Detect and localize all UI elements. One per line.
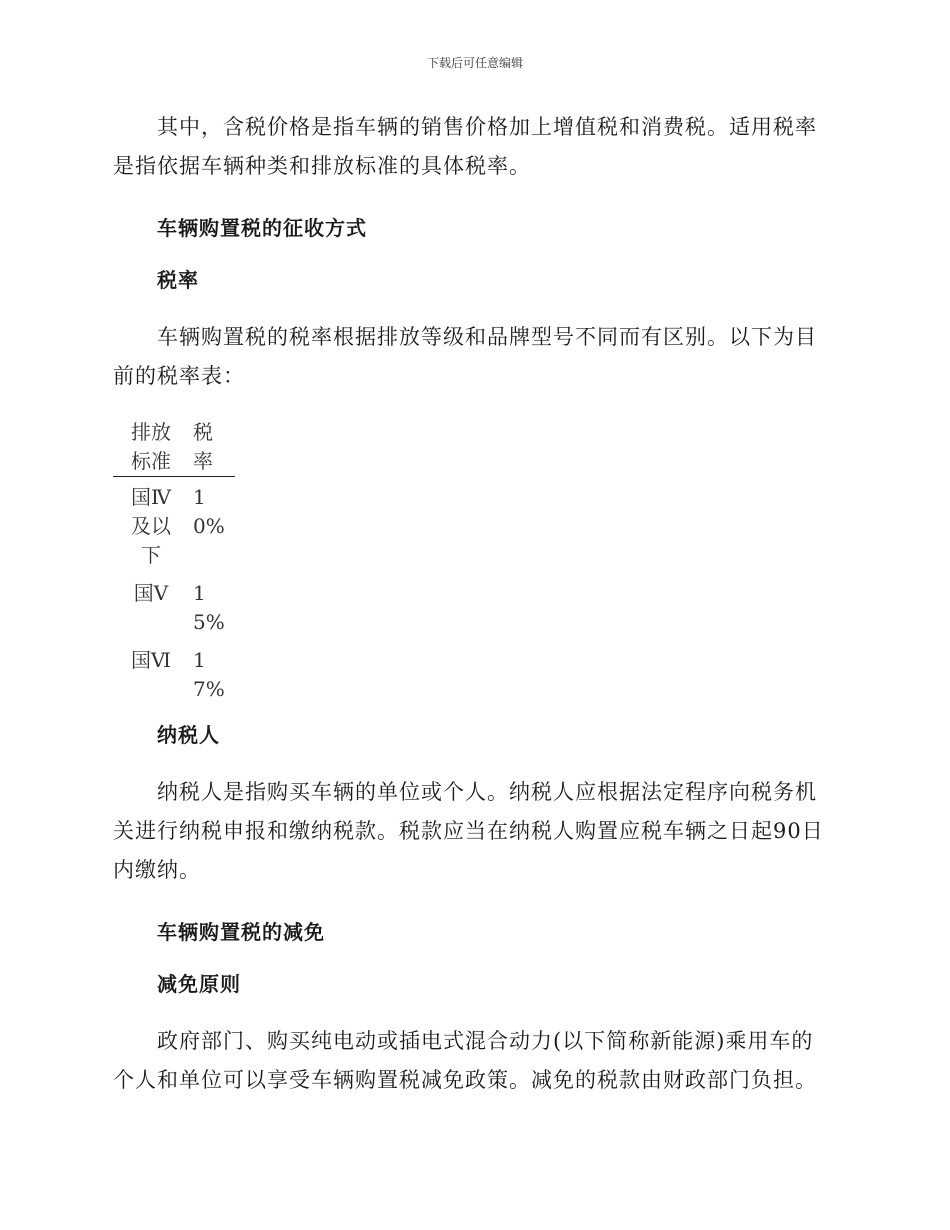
paragraph-reduction-principle: 政府部门、购买纯电动或插电式混合动力(以下简称新能源)乘用车的个人和单位可以享受车辆购置税减免政策。减免的税款由财政部门负担。 <box>113 1029 817 1092</box>
document-body <box>113 108 835 1128</box>
heading-taxpayer: 纳税人 <box>157 723 220 747</box>
table-cell-rate: 15% <box>193 581 225 634</box>
table-row <box>113 573 235 640</box>
paragraph-taxpayer: 纳税人是指购买车辆的单位或个人。纳税人应根据法定程序向税务机关进行纳税申报和缴纳税款。税款应当在纳税人购置应税车辆之日起90日内缴纳。 <box>113 780 824 882</box>
table-cell-standard: 国Ⅴ <box>133 581 169 605</box>
table-cell-standard: 国Ⅳ及以下 <box>131 485 171 567</box>
column-header-emission-standard: 排放标准 <box>113 418 185 477</box>
table-cell-rate: 17% <box>193 648 225 701</box>
paragraph-tax-price: 其中，含税价格是指车辆的销售价格加上增值税和消费税。适用税率是指依据车辆种类和排放标准的具体税率。 <box>113 115 817 178</box>
table-cell-standard: 国Ⅵ <box>130 648 172 672</box>
table-row <box>113 640 235 707</box>
table-row <box>113 477 235 574</box>
table-header-row <box>113 418 235 477</box>
heading-collection-method: 车辆购置税的征收方式 <box>157 216 367 240</box>
heading-reduction-principle: 减免原则 <box>157 972 241 996</box>
heading-tax-rate: 税率 <box>157 268 199 292</box>
heading-tax-reduction: 车辆购置税的减免 <box>157 920 325 944</box>
page-header: 下载后可任意编辑 <box>426 56 523 70</box>
table-cell-rate: 10% <box>193 485 225 538</box>
tax-rate-table <box>113 418 235 707</box>
paragraph-tax-rate: 车辆购置税的税率根据排放等级和品牌型号不同而有区别。以下为目前的税率表： <box>113 325 817 388</box>
column-header-tax-rate: 税率 <box>185 418 235 477</box>
